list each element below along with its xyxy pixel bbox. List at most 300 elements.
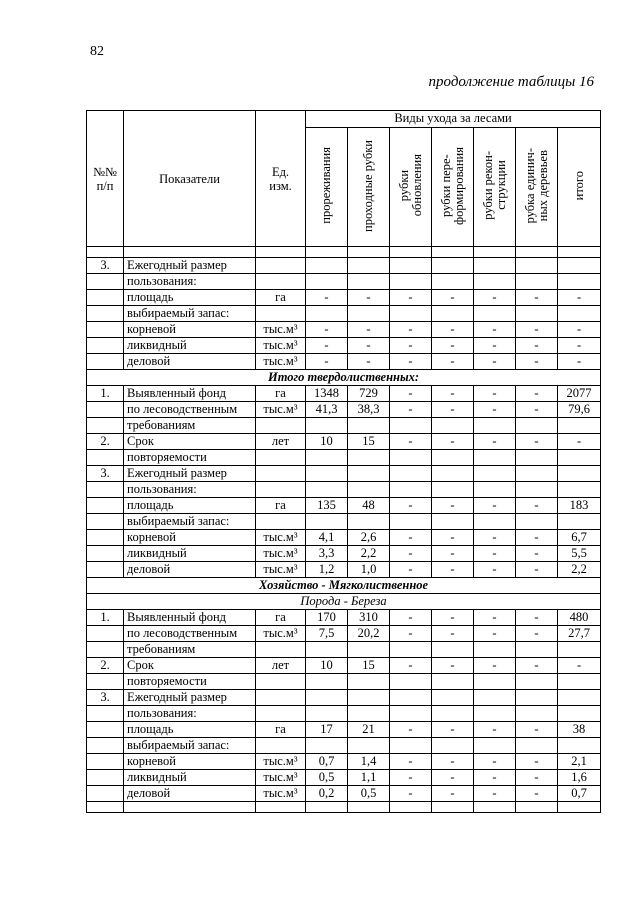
value-cell (390, 482, 432, 498)
empty-cell (87, 802, 124, 813)
value-cell (558, 306, 601, 322)
value-cell (390, 706, 432, 722)
row-number (87, 722, 124, 738)
value-cell (348, 466, 390, 482)
header-col (390, 128, 432, 247)
header-col (348, 128, 390, 247)
value-cell: - (516, 354, 558, 370)
subsection-row (87, 594, 601, 610)
value-cell: - (516, 754, 558, 770)
value-cell (348, 690, 390, 706)
row-label: повторяемости (124, 450, 256, 466)
value-cell: - (474, 610, 516, 626)
row-label: деловой (124, 562, 256, 578)
value-cell: 2,2 (348, 546, 390, 562)
table-row (87, 466, 601, 482)
value-cell: - (558, 354, 601, 370)
table-row (87, 402, 601, 418)
value-cell: 1,1 (348, 770, 390, 786)
table-row (87, 738, 601, 754)
value-cell (306, 482, 348, 498)
row-number (87, 706, 124, 722)
value-cell: 6,7 (558, 530, 601, 546)
value-cell: - (390, 546, 432, 562)
row-label: Ежегодный размер (124, 690, 256, 706)
empty-cell (348, 802, 390, 813)
header-col-label: рубки обновления (396, 154, 424, 217)
row-unit: тыс.м³ (256, 338, 306, 354)
value-cell: - (432, 786, 474, 802)
row-label: Выявленный фонд (124, 610, 256, 626)
value-cell: - (516, 722, 558, 738)
value-cell (390, 418, 432, 434)
table-row (87, 754, 601, 770)
value-cell: - (390, 610, 432, 626)
table-row (87, 306, 601, 322)
table-row (87, 546, 601, 562)
header-care-types: Виды ухода за лесами (306, 111, 601, 128)
value-cell: - (516, 530, 558, 546)
row-unit (256, 482, 306, 498)
value-cell (432, 642, 474, 658)
value-cell (516, 306, 558, 322)
value-cell: - (474, 754, 516, 770)
row-number (87, 786, 124, 802)
row-unit: тыс.м³ (256, 354, 306, 370)
empty-cell (256, 247, 306, 258)
table-row (87, 626, 601, 642)
row-number (87, 626, 124, 642)
row-number: 2. (87, 434, 124, 450)
value-cell: - (516, 546, 558, 562)
value-cell (558, 482, 601, 498)
value-cell: 41,3 (306, 402, 348, 418)
value-cell (306, 450, 348, 466)
value-cell: 4,1 (306, 530, 348, 546)
table-row (87, 450, 601, 466)
empty-cell (432, 247, 474, 258)
value-cell (558, 738, 601, 754)
value-cell: - (390, 562, 432, 578)
value-cell: 10 (306, 658, 348, 674)
value-cell: - (432, 722, 474, 738)
section-title: Итого твердолиственных: (87, 370, 601, 386)
row-number (87, 770, 124, 786)
row-number (87, 498, 124, 514)
value-cell (474, 642, 516, 658)
value-cell (516, 514, 558, 530)
value-cell (516, 450, 558, 466)
value-cell: - (432, 434, 474, 450)
row-unit: тыс.м³ (256, 322, 306, 338)
value-cell (558, 274, 601, 290)
value-cell (390, 738, 432, 754)
value-cell: - (474, 402, 516, 418)
row-unit: га (256, 386, 306, 402)
header-col-label: проходные рубки (361, 139, 375, 232)
row-number: 3. (87, 690, 124, 706)
value-cell: - (306, 322, 348, 338)
spacer-row (87, 247, 601, 258)
empty-cell (256, 802, 306, 813)
value-cell (558, 514, 601, 530)
value-cell: - (516, 626, 558, 642)
value-cell (474, 258, 516, 274)
value-cell (432, 306, 474, 322)
value-cell (474, 690, 516, 706)
table-row (87, 530, 601, 546)
table-row (87, 354, 601, 370)
value-cell (390, 306, 432, 322)
value-cell: - (390, 322, 432, 338)
value-cell (474, 274, 516, 290)
value-cell (516, 466, 558, 482)
table-row (87, 274, 601, 290)
value-cell (516, 642, 558, 658)
value-cell: - (432, 322, 474, 338)
row-label: требованиям (124, 418, 256, 434)
header-col (432, 128, 474, 247)
row-unit: тыс.м³ (256, 626, 306, 642)
value-cell: - (558, 338, 601, 354)
value-cell (390, 274, 432, 290)
table-row (87, 706, 601, 722)
row-unit: тыс.м³ (256, 530, 306, 546)
value-cell: - (432, 402, 474, 418)
value-cell: - (348, 290, 390, 306)
value-cell (558, 674, 601, 690)
value-cell: 1,6 (558, 770, 601, 786)
table-row (87, 322, 601, 338)
value-cell: - (474, 786, 516, 802)
value-cell: 5,5 (558, 546, 601, 562)
value-cell (516, 274, 558, 290)
value-cell: 27,7 (558, 626, 601, 642)
value-cell (348, 706, 390, 722)
value-cell (390, 674, 432, 690)
value-cell (558, 466, 601, 482)
value-cell: 20,2 (348, 626, 390, 642)
table-row (87, 610, 601, 626)
value-cell: 2077 (558, 386, 601, 402)
value-cell: - (516, 402, 558, 418)
header-col (474, 128, 516, 247)
value-cell: 15 (348, 658, 390, 674)
value-cell: - (474, 434, 516, 450)
value-cell: 0,5 (306, 770, 348, 786)
value-cell: 0,7 (306, 754, 348, 770)
value-cell (558, 706, 601, 722)
value-cell: - (516, 786, 558, 802)
row-label: ликвидный (124, 338, 256, 354)
empty-cell (124, 247, 256, 258)
row-unit: лет (256, 658, 306, 674)
value-cell: - (432, 610, 474, 626)
header-unit: Ед. изм. (256, 111, 306, 247)
value-cell: - (558, 322, 601, 338)
value-cell: 480 (558, 610, 601, 626)
value-cell: - (474, 658, 516, 674)
row-unit: тыс.м³ (256, 546, 306, 562)
value-cell (306, 690, 348, 706)
value-cell (432, 466, 474, 482)
header-col-label: итого (571, 170, 586, 201)
value-cell: - (516, 290, 558, 306)
value-cell: 38 (558, 722, 601, 738)
value-cell: - (474, 322, 516, 338)
value-cell (516, 418, 558, 434)
value-cell: - (348, 338, 390, 354)
section-row (87, 370, 601, 386)
row-label: выбираемый запас: (124, 738, 256, 754)
value-cell: - (432, 626, 474, 642)
value-cell (306, 674, 348, 690)
value-cell: 0,2 (306, 786, 348, 802)
row-unit: га (256, 722, 306, 738)
value-cell: 135 (306, 498, 348, 514)
empty-cell (348, 247, 390, 258)
value-cell: - (474, 498, 516, 514)
row-label: Ежегодный размер (124, 466, 256, 482)
value-cell: - (474, 530, 516, 546)
table-row (87, 658, 601, 674)
value-cell (432, 450, 474, 466)
value-cell: - (558, 658, 601, 674)
row-unit (256, 706, 306, 722)
header-col-label: рубки пере- формирования (438, 146, 466, 225)
value-cell: - (474, 562, 516, 578)
value-cell (432, 274, 474, 290)
row-label: площадь (124, 498, 256, 514)
table-row (87, 338, 601, 354)
value-cell: - (516, 434, 558, 450)
value-cell (306, 258, 348, 274)
table-row (87, 514, 601, 530)
row-number (87, 482, 124, 498)
value-cell: - (432, 754, 474, 770)
value-cell: - (390, 338, 432, 354)
row-unit (256, 738, 306, 754)
row-unit: га (256, 610, 306, 626)
value-cell: - (474, 626, 516, 642)
row-number (87, 754, 124, 770)
row-number (87, 402, 124, 418)
value-cell (348, 482, 390, 498)
row-number (87, 450, 124, 466)
value-cell: - (474, 354, 516, 370)
row-label: деловой (124, 354, 256, 370)
forest-care-table (86, 110, 601, 813)
value-cell: 170 (306, 610, 348, 626)
value-cell (306, 274, 348, 290)
value-cell (348, 306, 390, 322)
row-unit (256, 690, 306, 706)
value-cell (432, 258, 474, 274)
value-cell: - (432, 290, 474, 306)
value-cell: - (390, 402, 432, 418)
value-cell: - (306, 290, 348, 306)
value-cell: 10 (306, 434, 348, 450)
value-cell (516, 690, 558, 706)
value-cell: - (558, 290, 601, 306)
row-unit (256, 514, 306, 530)
value-cell: - (558, 434, 601, 450)
value-cell: 17 (306, 722, 348, 738)
value-cell: - (432, 386, 474, 402)
value-cell: - (516, 386, 558, 402)
row-label: Срок (124, 658, 256, 674)
row-label: площадь (124, 722, 256, 738)
row-unit: лет (256, 434, 306, 450)
empty-cell (390, 802, 432, 813)
row-unit: га (256, 290, 306, 306)
value-cell (390, 690, 432, 706)
value-cell: - (516, 770, 558, 786)
row-label: пользования: (124, 706, 256, 722)
value-cell (474, 466, 516, 482)
value-cell: 2,6 (348, 530, 390, 546)
empty-cell (124, 802, 256, 813)
value-cell (432, 482, 474, 498)
row-unit: тыс.м³ (256, 786, 306, 802)
value-cell: - (390, 354, 432, 370)
value-cell: - (474, 546, 516, 562)
empty-cell (306, 247, 348, 258)
value-cell: - (390, 786, 432, 802)
header-col-label: рубки рекон- струкции (480, 151, 508, 220)
row-label: Срок (124, 434, 256, 450)
value-cell: - (516, 562, 558, 578)
value-cell (306, 706, 348, 722)
value-cell (348, 674, 390, 690)
value-cell: 729 (348, 386, 390, 402)
value-cell: - (348, 322, 390, 338)
value-cell: - (516, 658, 558, 674)
row-unit (256, 642, 306, 658)
value-cell: 79,6 (558, 402, 601, 418)
value-cell: - (516, 498, 558, 514)
row-unit: тыс.м³ (256, 770, 306, 786)
value-cell (390, 642, 432, 658)
row-label: выбираемый запас: (124, 514, 256, 530)
row-label: Ежегодный размер (124, 258, 256, 274)
row-number (87, 674, 124, 690)
header-indicator: Показатели (124, 111, 256, 247)
row-label: по лесоводственным (124, 402, 256, 418)
value-cell: - (432, 354, 474, 370)
page-number: 82 (90, 44, 104, 59)
value-cell (390, 514, 432, 530)
row-unit: тыс.м³ (256, 402, 306, 418)
row-unit (256, 306, 306, 322)
row-number: 1. (87, 386, 124, 402)
table-row (87, 674, 601, 690)
header-num: №№ п/п (87, 111, 124, 247)
value-cell (558, 642, 601, 658)
row-label: повторяемости (124, 674, 256, 690)
row-number (87, 562, 124, 578)
value-cell (306, 466, 348, 482)
value-cell: 15 (348, 434, 390, 450)
value-cell: - (474, 338, 516, 354)
value-cell: - (390, 290, 432, 306)
empty-cell (516, 802, 558, 813)
value-cell (348, 514, 390, 530)
value-cell (474, 418, 516, 434)
empty-cell (516, 247, 558, 258)
value-cell (474, 674, 516, 690)
value-cell (348, 450, 390, 466)
row-number (87, 738, 124, 754)
value-cell: 310 (348, 610, 390, 626)
empty-cell (390, 247, 432, 258)
row-label: пользования: (124, 482, 256, 498)
value-cell (348, 274, 390, 290)
row-label: корневой (124, 754, 256, 770)
value-cell (432, 418, 474, 434)
value-cell: 2,1 (558, 754, 601, 770)
value-cell (474, 482, 516, 498)
value-cell: - (390, 386, 432, 402)
value-cell (432, 674, 474, 690)
value-cell (474, 450, 516, 466)
row-label: Выявленный фонд (124, 386, 256, 402)
empty-cell (306, 802, 348, 813)
row-label: корневой (124, 530, 256, 546)
table-row (87, 498, 601, 514)
spacer-row (87, 802, 601, 813)
row-unit: га (256, 498, 306, 514)
value-cell: - (474, 722, 516, 738)
header-col (558, 128, 601, 247)
value-cell: - (390, 498, 432, 514)
value-cell: - (474, 386, 516, 402)
row-number: 3. (87, 466, 124, 482)
value-cell: - (390, 626, 432, 642)
value-cell (516, 706, 558, 722)
row-unit (256, 274, 306, 290)
value-cell: - (474, 290, 516, 306)
row-label: выбираемый запас: (124, 306, 256, 322)
value-cell (390, 466, 432, 482)
row-number (87, 306, 124, 322)
row-number: 3. (87, 258, 124, 274)
row-number (87, 274, 124, 290)
section-title: Хозяйство - Мягколиственное (87, 578, 601, 594)
value-cell: - (390, 770, 432, 786)
table-continuation-caption: продолжение таблицы 16 (428, 74, 594, 90)
value-cell (348, 418, 390, 434)
row-number (87, 642, 124, 658)
empty-cell (474, 247, 516, 258)
value-cell: 38,3 (348, 402, 390, 418)
table-row (87, 786, 601, 802)
value-cell: - (390, 434, 432, 450)
value-cell: - (516, 610, 558, 626)
value-cell: - (432, 770, 474, 786)
row-label: площадь (124, 290, 256, 306)
row-number: 2. (87, 658, 124, 674)
table-row (87, 258, 601, 274)
value-cell (348, 258, 390, 274)
row-label: ликвидный (124, 770, 256, 786)
value-cell: - (516, 322, 558, 338)
row-unit: тыс.м³ (256, 754, 306, 770)
value-cell: 183 (558, 498, 601, 514)
value-cell (306, 642, 348, 658)
table-row (87, 434, 601, 450)
row-number: 1. (87, 610, 124, 626)
